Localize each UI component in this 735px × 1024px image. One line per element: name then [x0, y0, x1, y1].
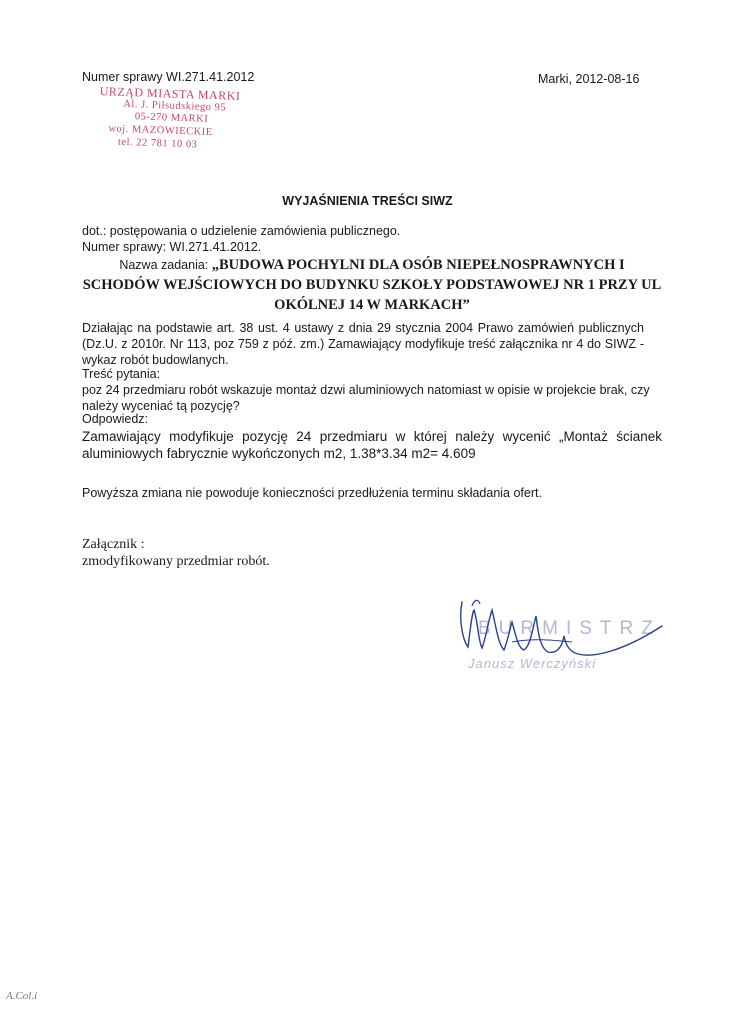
stamp-line-postcode: 05-270 MARKI — [134, 111, 209, 125]
regarding-line: dot.: postępowania o udzielenie zamówienia publicznego. — [82, 224, 401, 238]
task-label: Nazwa zadania: — [119, 258, 212, 272]
stamp-line-phone: tel. 22 781 10 03 — [117, 136, 198, 151]
deadline-note: Powyższa zmiana nie powoduje konieczności przedłużenia terminu składania ofert. — [82, 486, 542, 500]
handwritten-signature — [452, 592, 672, 692]
question-text: poz 24 przedmiaru robót wskazuje montaż dzwi aluminiowych natomiast w opisie w projekcie brak, czy należy wyceniać tą pozycję? — [82, 383, 650, 413]
stamp-line-office: URZĄD MIASTA MARKI — [99, 84, 241, 103]
attachment-text: zmodyfikowany przedmiar robót. — [82, 554, 270, 569]
task-title: „BUDOWA POCHYLNI DLA OSÓB NIEPEŁNOSPRAWNYCH I SCHODÓW WEJŚCIOWYCH DO BUDYNKU SZKOŁY PODSTAWOWEJ NR 1 PRZY UL OKÓLNEJ 14 W MARKACH” — [82, 257, 662, 313]
answer-text: Zamawiający modyfikuje pozycję 24 przedmiaru w której należy wycenić „Montaż ścianek aluminiowych fabrycznie wykończonych m2, 1.38*3.34 m2= 4.609 — [82, 429, 662, 461]
case-number-line: Numer sprawy: WI.271.41.2012. — [82, 240, 262, 254]
handwritten-note: A.Col.i — [6, 990, 38, 1002]
attachment-label: Załącznik : — [82, 537, 145, 552]
stamp-line-province: woj. MAZOWIECKIE — [108, 123, 213, 139]
office-stamp — [96, 84, 248, 159]
legal-basis-paragraph: Działając na podstawie art. 38 ust. 4 ustawy z dnia 29 stycznia 2004 Prawo zamówień publicznych (Dz.U. z 2010r. Nr 113, poz 759 z póź. zm.) Zamawiający modyfikuje treść załącznika nr 4 do SIWZ - wykaz robót budowlanych. — [82, 321, 644, 367]
task-name — [82, 255, 662, 315]
document-heading: WYJAŚNIENIA TREŚCI SIWZ — [282, 194, 453, 208]
case-number-header: Numer sprawy WI.271.41.2012 — [82, 70, 255, 84]
place-date: Marki, 2012-08-16 — [538, 72, 640, 86]
question-label: Treść pytania: — [82, 367, 161, 381]
answer-label: Odpowiedz: — [82, 412, 149, 426]
mayor-stamp-name: Janusz Werczyński — [468, 656, 597, 671]
stamp-line-street: Al. J. Piłsudskiego 95 — [123, 98, 227, 114]
mayor-stamp-title: BURMISTRZ — [478, 618, 661, 639]
